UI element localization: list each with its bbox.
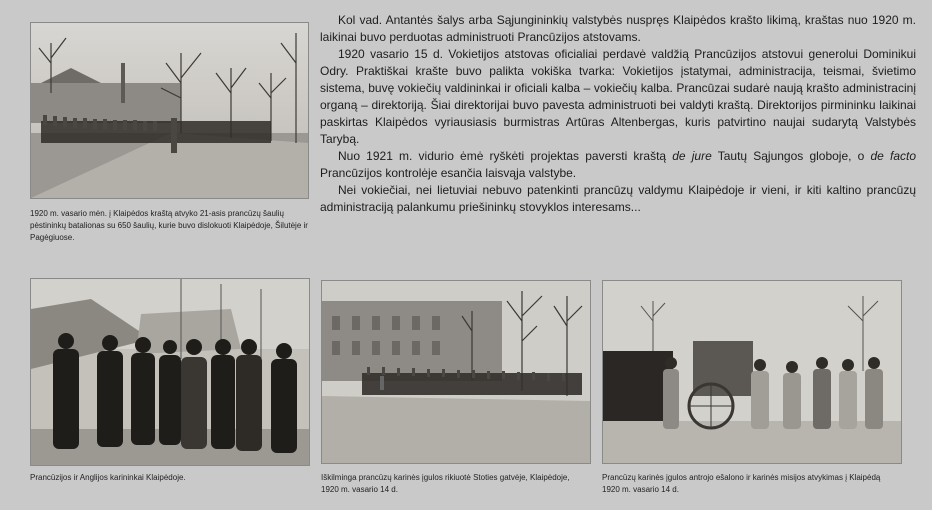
photo-street-parade (321, 280, 591, 464)
photo-mission-arrival (602, 280, 902, 464)
article-paragraph-2: 1920 vasario 15 d. Vokietijos atstovas oficialiai perdavė valdžią Prancūzijos atstovui generolui Dominikui Odry. Praktiškai krašte buvo palikta vokiška tvarka: Vokietijos įstatymai, administracija, teismai, švietimo sistema, buvę vokiečių valdininkai ir oficiali kalba – vokiečių kalba. Prancūzai sudarė naują krašto administracinį organą – direktoriją. Šiai direktorijai buvo pavesta administruoti bei valdyti kraštą. Direktorijos pirmininku laikinai paskirtas Klaipėdos vyriausiasis burmistras Artūras Altenbergas, kuris patvirtino naujai sudarytą Valstybės Tarybą. (320, 47, 916, 146)
p3-defacto: de facto (870, 149, 917, 163)
article-paragraph-3 (320, 148, 916, 182)
caption-officers: Prancūzijos ir Anglijos karininkai Klaipėdoje. (30, 473, 186, 482)
article-text (320, 12, 916, 216)
p3-text-c: Prancūzijos kontrolėje esančia laisvąja valstybe. (320, 166, 577, 180)
photo-officers (30, 278, 310, 466)
caption-marching-battalion: 1920 m. vasario mėn. į Klaipėdos kraštą atvyko 21-asis prancūzų šaulių pėstininkų batalionas su 650 šaulių, kurie buvo dislokuoti Klaipėdoje, Šilutėje ir Pagėgiuose. (30, 209, 308, 242)
p3-text-b: Tautų Sąjungos globoje, o (711, 149, 871, 163)
photo-marching-battalion (30, 22, 309, 199)
article-paragraph-1: Kol vad. Antantės šalys arba Sąjungininkių valstybės nuspręs Klaipėdos krašto likimą, kraštas nuo 1920 m. laikinai buvo perduotas administruoti Prancūzijos atstovams. (320, 13, 916, 44)
p3-dejure: de jure (672, 149, 712, 163)
caption-street-parade: Iškilminga prancūzų karinės įgulos rikiuotė Stoties gatvėje, Klaipėdoje, 1920 m. vasario 14 d. (321, 473, 570, 494)
caption-mission-arrival: Prancūzų karinės įgulos antrojo ešalono ir karinės misijos atvykimas į Klaipėdą 1920 m. vasario 14 d. (602, 473, 881, 494)
p3-text-a: Nuo 1921 m. vidurio ėmė ryškėti projektas paversti kraštą (338, 149, 673, 163)
article-paragraph-4: Nei vokiečiai, nei lietuviai nebuvo patenkinti prancūzų valdymu Klaipėdoje ir vieni, ir kiti kaltino prancūzų administraciją palankumu priešininkų stovyklos interesams... (320, 183, 916, 214)
